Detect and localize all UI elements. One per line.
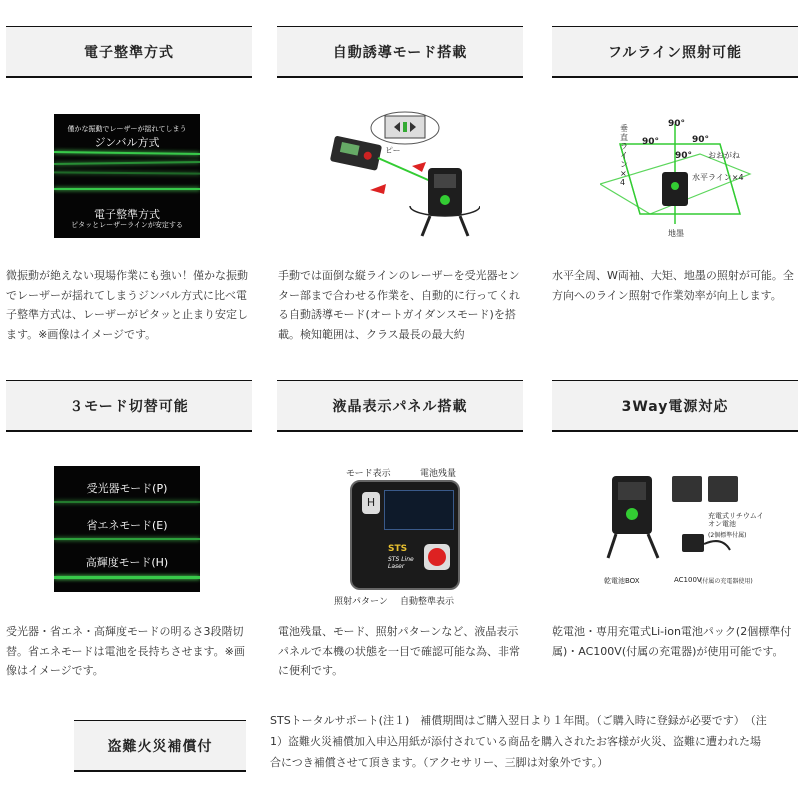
- feature-title: 液晶表示パネル搭載: [277, 380, 523, 432]
- image-caption: ピタッとレーザーラインが安定する: [71, 221, 183, 229]
- horizontal-label: 水平ライン×4: [692, 173, 744, 182]
- mode-h-key: H: [362, 492, 380, 514]
- feature-description: 受光器・省エネ・高輝度モードの明るさ3段階切替。省エネモードは電池を長持ちさせます。※画像はイメージです。: [6, 625, 245, 677]
- feature-full-line: [552, 26, 798, 78]
- image-title: 電子整準方式: [94, 208, 160, 221]
- product-name: STS Line Laser: [388, 556, 414, 570]
- image-title: ジンバル方式: [94, 136, 160, 149]
- pattern-label: 照射パターン: [334, 597, 388, 607]
- laser-line: [54, 151, 200, 155]
- feature-title: 電子整準方式: [6, 26, 252, 78]
- ground-label: 地墨: [668, 229, 684, 238]
- feature-title: ３モード切替可能: [6, 380, 252, 432]
- support-description: STSトータルサポート(注１) 補償期間はご購入翌日より１年間。（ご購入時に登録が必要です） （注1）盗難火災補償加入申込用紙が添付されている商品を購入されたお客様が火災、盗難に遭われた場合につき補償させて頂きます。（アクセサリー、三脚は対象外です。）: [270, 714, 767, 769]
- mode-label: 受光器モード(P): [86, 482, 168, 495]
- laser-line: [54, 161, 200, 165]
- battery-box-label: 乾電池BOX: [604, 577, 640, 585]
- feature-three-modes: [6, 380, 252, 432]
- beep-label: ピー: [385, 146, 401, 155]
- support-title: 盗難火災補償付: [74, 720, 246, 772]
- laser-line: [54, 171, 200, 174]
- angle-label: 90°: [675, 151, 693, 161]
- power-options-image: [602, 466, 748, 590]
- brand-logo: STS: [388, 544, 408, 554]
- battery-pack-label: 充電式リチウムイオン電池: [708, 512, 764, 528]
- feature-title: 3Way電源対応: [552, 380, 798, 432]
- mode-label: 省エネモード(E): [86, 519, 168, 532]
- ac-sub: (付属の充電器使用): [700, 578, 753, 585]
- auto-guidance-image: [330, 108, 480, 238]
- battery-pack-sub: (2個標準付属): [708, 532, 747, 539]
- feature-description: 電池残量、モード、照射パターンなど、液晶表示パネルで本機の状態を一目で確認可能な為、非常に便利です。: [278, 625, 520, 677]
- feature-description: 手動では面倒な縦ラインのレーザーを受光器センター部まで合わせる作業を、自動的に行ってくれる自動誘導モード(オートガイダンスモード)を搭載。検知範囲は、クラス最長の最大約: [278, 269, 520, 341]
- gimbal-vs-electronic-image: [54, 114, 200, 238]
- feature-3way-power: [552, 380, 798, 432]
- laser-line: [54, 538, 200, 540]
- image-caption: 僅かな振動でレーザーが揺れてしまう: [67, 125, 187, 133]
- vertical-label: 垂直ライン×4: [620, 124, 628, 187]
- feature-electronic-leveling: [6, 26, 252, 78]
- ac-label: AC100V: [674, 576, 702, 584]
- power-button[interactable]: [424, 544, 450, 570]
- feature-title: 自動誘導モード搭載: [277, 26, 523, 78]
- feature-description: 乾電池・専用充電式Li-ion電池パック(2個標準付属)・AC100V(付属の充電器)が使用可能です。: [552, 625, 792, 658]
- mode-label: 高輝度モード(H): [85, 556, 169, 569]
- auto-level-label: 自動整準表示: [400, 597, 455, 607]
- feature-lcd-panel: [277, 380, 523, 432]
- angle-label: 90°: [692, 135, 710, 145]
- angle-label: 90°: [642, 137, 660, 147]
- laser-line: [54, 501, 200, 503]
- three-modes-image: [54, 466, 200, 592]
- laser-line: [54, 188, 200, 190]
- feature-auto-guidance: [277, 26, 523, 78]
- feature-title: フルライン照射可能: [552, 26, 798, 78]
- feature-description: 水平全周、W両袖、大矩、地墨の照射が可能。全方向へのライン照射で作業効率が向上します。: [552, 269, 794, 302]
- feature-description: 微振動が絶えない現場作業にも強い！僅かな振動でレーザーが揺れてしまうジンバル方式に比べ電子整準方式は、レーザーがピタッと止まり安定します。※画像はイメージです。: [6, 269, 248, 341]
- lcd-screen: [384, 490, 454, 530]
- okane-label: おおがね: [708, 151, 740, 160]
- lcd-panel-image: [350, 480, 460, 590]
- power-icon: [428, 548, 446, 566]
- laser-line: [54, 576, 200, 579]
- angle-label: 90°: [668, 119, 686, 129]
- battery-label: 電池残量: [420, 469, 457, 479]
- mode-display-label: モード表示: [346, 469, 391, 479]
